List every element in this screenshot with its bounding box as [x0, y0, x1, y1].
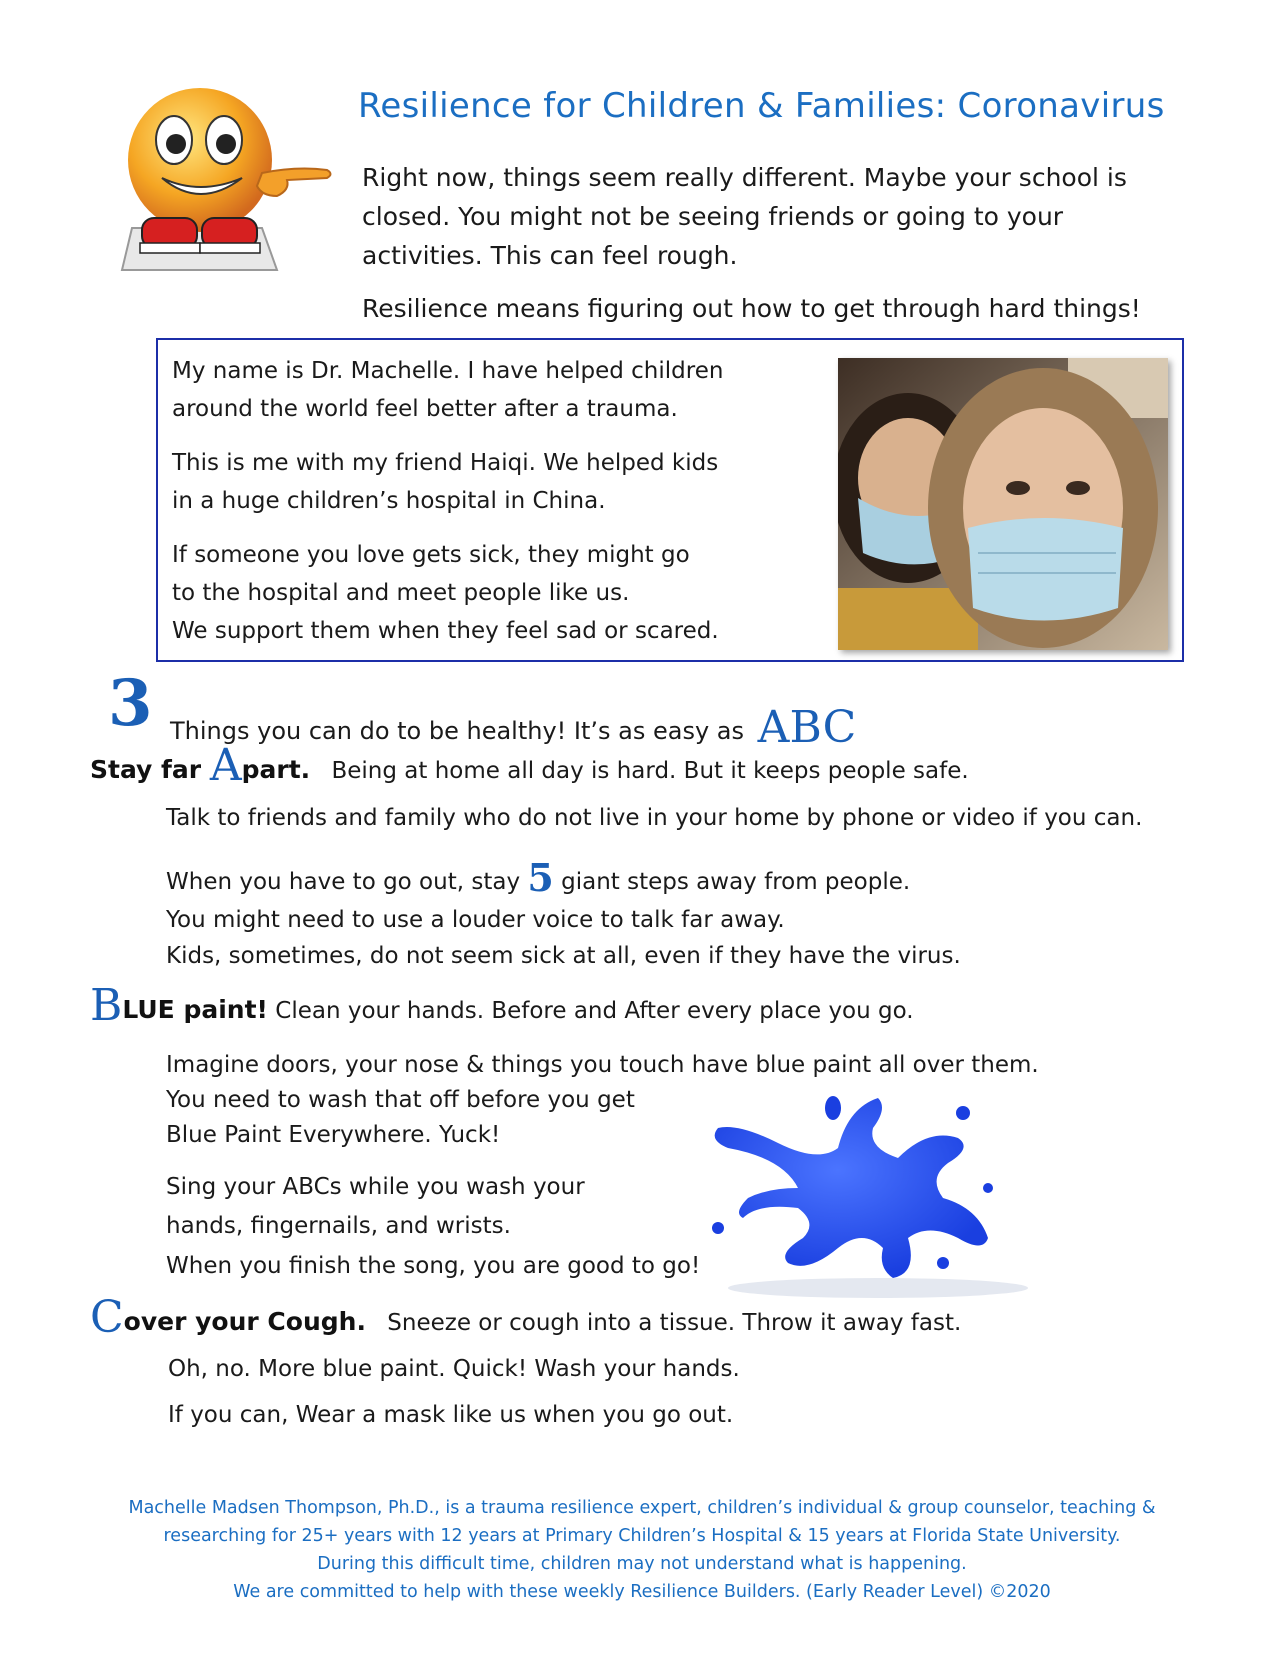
section-a-heading-rest: part. [241, 755, 311, 784]
resilience-definition: Resilience means figuring out how to get through hard things! [362, 294, 1141, 323]
about-line: in a huge children’s hospital in China. [172, 488, 606, 514]
section-c-line: Oh, no. More blue paint. Quick! Wash your hands. [168, 1356, 740, 1382]
section-b-lead: Clean your hands. Before and After every place you go. [275, 998, 914, 1024]
section-a-line [166, 855, 910, 900]
section-b-line: Sing your ABCs while you wash your [166, 1174, 585, 1200]
section-b-letter: B [90, 980, 123, 1031]
section-b-line: When you finish the song, you are good to go! [166, 1253, 701, 1279]
about-text [172, 352, 792, 666]
about-paragraph [172, 352, 792, 428]
blue-paint-splash-icon [688, 1088, 1028, 1304]
section-b-heading-rest: LUE paint! [122, 995, 268, 1024]
about-line: to the hospital and meet people like us. [172, 580, 630, 606]
section-b-line: Blue Paint Everywhere. Yuck! [166, 1122, 501, 1148]
section-a-line: Talk to friends and family who do not live in your home by phone or video if you can. [166, 805, 1143, 831]
abc-label: ABC [757, 702, 857, 753]
about-line: If someone you love gets sick, they might go [172, 542, 690, 568]
masked-selfie-photo [838, 358, 1168, 650]
footer-line: researching for 25+ years with 12 years at Primary Children’s Hospital & 15 years at Florida State University. [163, 1526, 1121, 1546]
section-a-heading-line [90, 740, 969, 791]
section-a-line: You might need to use a louder voice to talk far away. [166, 907, 785, 933]
intro-text [362, 158, 1182, 328]
section-a-line3-pre: When you have to go out, stay [166, 869, 521, 895]
section-b-line: You need to wash that off before you get [166, 1087, 635, 1113]
section-c-lead: Sneeze or cough into a tissue. Throw it away fast. [387, 1310, 962, 1336]
about-line: around the world feel better after a trauma. [172, 396, 678, 422]
five-steps-number: 5 [527, 855, 554, 900]
about-paragraph [172, 444, 792, 520]
footer-line: During this difficult time, children may not understand what is happening. [317, 1554, 967, 1574]
pointing-smiley-icon [112, 78, 342, 283]
intro-line: activities. This can feel rough. [362, 241, 738, 270]
section-c-line: If you can, Wear a mask like us when you go out. [168, 1402, 734, 1428]
abc-intro-text: Things you can do to be healthy! It’s as easy as [170, 717, 745, 745]
section-b-line: Imagine doors, your nose & things you touch have blue paint all over them. [166, 1052, 1039, 1078]
section-c-heading-line [90, 1292, 961, 1343]
footer [40, 1494, 1244, 1606]
section-c-heading-rest: over your Cough. [123, 1307, 366, 1336]
footer-line: We are committed to help with these weekly Resilience Builders. (Early Reader Level) ©2020 [233, 1582, 1051, 1602]
about-paragraph [172, 536, 792, 650]
footer-line: Machelle Madsen Thompson, Ph.D., is a trauma resilience expert, children’s individual & group counselor, teaching & [128, 1498, 1156, 1518]
page-title: Resilience for Children & Families: Coronavirus [358, 86, 1165, 126]
intro-line: closed. You might not be seeing friends or going to your [362, 202, 1064, 231]
number-three: 3 [108, 666, 153, 741]
section-a-heading-prefix: Stay far [90, 755, 210, 784]
section-a-line: Kids, sometimes, do not seem sick at all, even if they have the virus. [166, 943, 961, 969]
intro-line: Right now, things seem really different. Maybe your school is [362, 163, 1127, 192]
about-line: We support them when they feel sad or scared. [172, 618, 719, 644]
section-c-letter: C [90, 1292, 124, 1343]
about-line: This is me with my friend Haiqi. We helped kids [172, 450, 719, 476]
section-a-lead: Being at home all day is hard. But it keeps people safe. [331, 758, 969, 784]
section-a-line3-post: giant steps away from people. [561, 869, 911, 895]
section-a-letter: A [209, 740, 242, 791]
about-line: My name is Dr. Machelle. I have helped children [172, 358, 724, 384]
section-b-line: hands, fingernails, and wrists. [166, 1213, 511, 1239]
section-b-heading-line [90, 980, 914, 1031]
